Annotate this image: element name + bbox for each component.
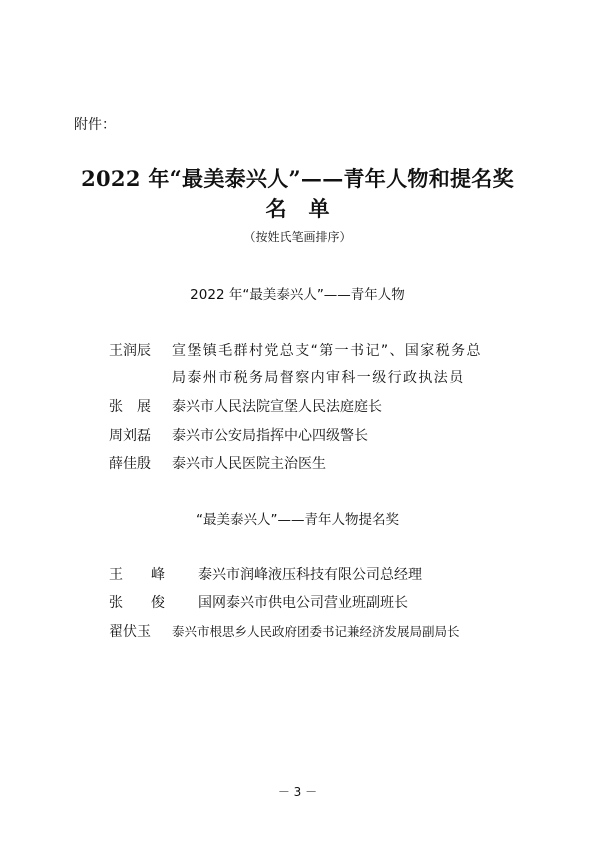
person-name: 薛佳殷 — [109, 456, 151, 472]
person-name: 翟伏玉 — [109, 624, 151, 640]
person-name: 张 展 — [109, 399, 151, 415]
person-description: 宣堡镇毛群村党总支“第一书记”、国家税务总 — [172, 343, 482, 359]
list-item — [109, 621, 460, 641]
person-description: 泰兴市人民法院宣堡人民法庭庭长 — [172, 399, 382, 415]
list-item — [109, 425, 368, 445]
person-description-continued: 局泰州市税务局督察内审科一级行政执法员 — [172, 370, 465, 386]
person-description: 泰兴市公安局指挥中心四级警长 — [172, 428, 368, 444]
person-name: 王润辰 — [109, 343, 151, 359]
list-item — [109, 564, 422, 584]
sort-note: （按姓氏笔画排序） — [243, 230, 352, 244]
section-heading-youth: 2022 年“最美泰兴人”——青年人物 — [190, 287, 405, 303]
section-heading-nominees: “最美泰兴人”——青年人物提名奖 — [196, 512, 399, 528]
attachment-label: 附件： — [74, 117, 116, 133]
person-name: 张 俊 — [109, 595, 165, 611]
person-name: 王 峰 — [109, 567, 165, 583]
list-item — [109, 592, 408, 612]
person-description: 泰兴市润峰液压科技有限公司总经理 — [198, 567, 422, 583]
list-item — [109, 340, 482, 360]
person-description: 国网泰兴市供电公司营业班副班长 — [198, 595, 408, 611]
person-name: 周刘磊 — [109, 428, 151, 444]
document-title: 2022 年“最美泰兴人”——青年人物和提名奖 — [81, 166, 514, 191]
person-description: 泰兴市人民医院主治医生 — [172, 456, 326, 472]
list-item — [109, 396, 382, 416]
person-description: 泰兴市根思乡人民政府团委书记兼经济发展局副局长 — [172, 624, 460, 639]
page-number: － 3 － — [277, 785, 318, 799]
list-item — [109, 453, 326, 473]
document-title-line2: 名单 — [265, 196, 352, 221]
